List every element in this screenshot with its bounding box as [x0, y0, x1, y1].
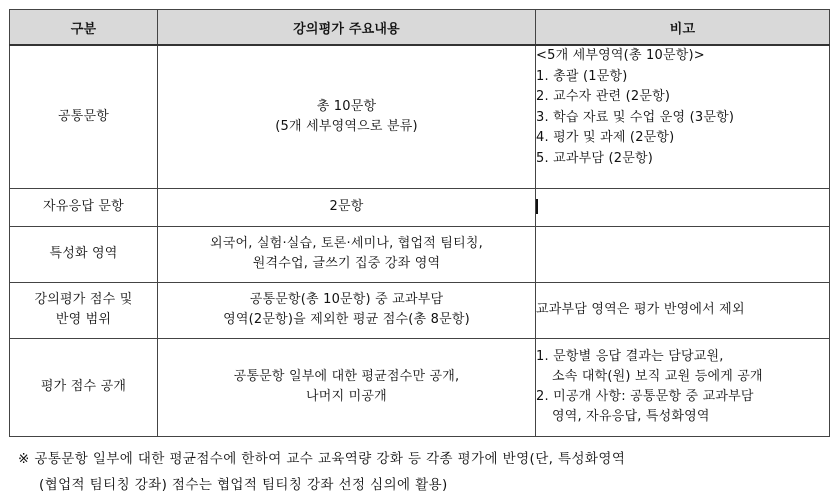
remarks-line: 1. 총괄 (1문항) — [536, 68, 628, 84]
remarks-line: 소속 대학(원) 보직 교원 등에게 공개 — [552, 369, 763, 384]
category-line: 강의평가 점수 및 — [34, 292, 133, 307]
row-category — [10, 282, 158, 338]
table-row — [10, 45, 830, 188]
remarks-line: 영역, 자유응답, 특성화영역 — [552, 409, 710, 424]
header-row — [10, 10, 830, 46]
text-cursor — [536, 199, 538, 214]
row-remarks — [536, 45, 830, 188]
row-category: 공통문항 — [10, 45, 158, 188]
content-line: 영역(2문항)을 제외한 평균 점수(총 8문항) — [223, 312, 470, 327]
content-line: 원격수업, 글쓰기 집중 강좌 영역 — [252, 256, 441, 271]
row-remarks-editable[interactable] — [536, 188, 830, 226]
table-row — [10, 282, 830, 338]
remarks-line: 4. 평가 및 과제 (2문항) — [536, 130, 675, 145]
table-row — [10, 226, 830, 282]
remarks-line: <5개 세부영역(총 10문항)> — [536, 48, 705, 63]
row-content — [158, 226, 536, 282]
row-category: 자유응답 문항 — [10, 188, 158, 226]
remarks-line: 2. 교수자 관련 (2문항) — [536, 89, 671, 104]
remarks-line: 1. 문항별 응답 결과는 담당교원, — [536, 349, 724, 364]
footnote-line: (협업적 팀티칭 강좌) 점수는 협업적 팀티칭 강좌 선정 심의에 활용) — [39, 477, 448, 493]
remarks-line: 3. 학습 자료 및 수업 운영 (3문항) — [536, 109, 735, 125]
footnote — [18, 446, 833, 498]
row-remarks — [536, 226, 830, 282]
content-line: 공통문항(총 10문항) 중 교과부담 — [249, 292, 444, 307]
evaluation-table — [9, 9, 830, 437]
remarks-line: 5. 교과부담 (2문항) — [536, 150, 654, 166]
footnote-line: ※ 공통문항 일부에 대한 평균점수에 한하여 교수 교육역량 강화 등 각종 평가에 반영(단, 특성화영역 — [18, 451, 626, 467]
row-remarks — [536, 338, 830, 436]
table-row — [10, 188, 830, 226]
row-content: 2문항 — [158, 188, 536, 226]
header-content: 강의평가 주요내용 — [158, 10, 536, 46]
content-line: 나머지 미공개 — [306, 389, 387, 404]
header-category: 구분 — [10, 10, 158, 46]
content-line: 외국어, 실험·실습, 토론·세미나, 협업적 팀티칭, — [210, 236, 483, 251]
row-content — [158, 45, 536, 188]
header-remarks: 비고 — [536, 10, 830, 46]
content-line: (5개 세부영역으로 분류) — [275, 118, 418, 134]
remarks-line: 2. 미공개 사항: 공통문항 중 교과부담 — [536, 389, 754, 404]
row-content — [158, 282, 536, 338]
row-category: 평가 점수 공개 — [10, 338, 158, 436]
category-line: 반영 범위 — [55, 312, 112, 327]
row-content — [158, 338, 536, 436]
table-row — [10, 338, 830, 436]
content-line: 공통문항 일부에 대한 평균점수만 공개, — [233, 369, 460, 384]
row-remarks: 교과부담 영역은 평가 반영에서 제외 — [536, 282, 830, 338]
content-line: 총 10문항 — [316, 98, 377, 114]
row-category: 특성화 영역 — [10, 226, 158, 282]
